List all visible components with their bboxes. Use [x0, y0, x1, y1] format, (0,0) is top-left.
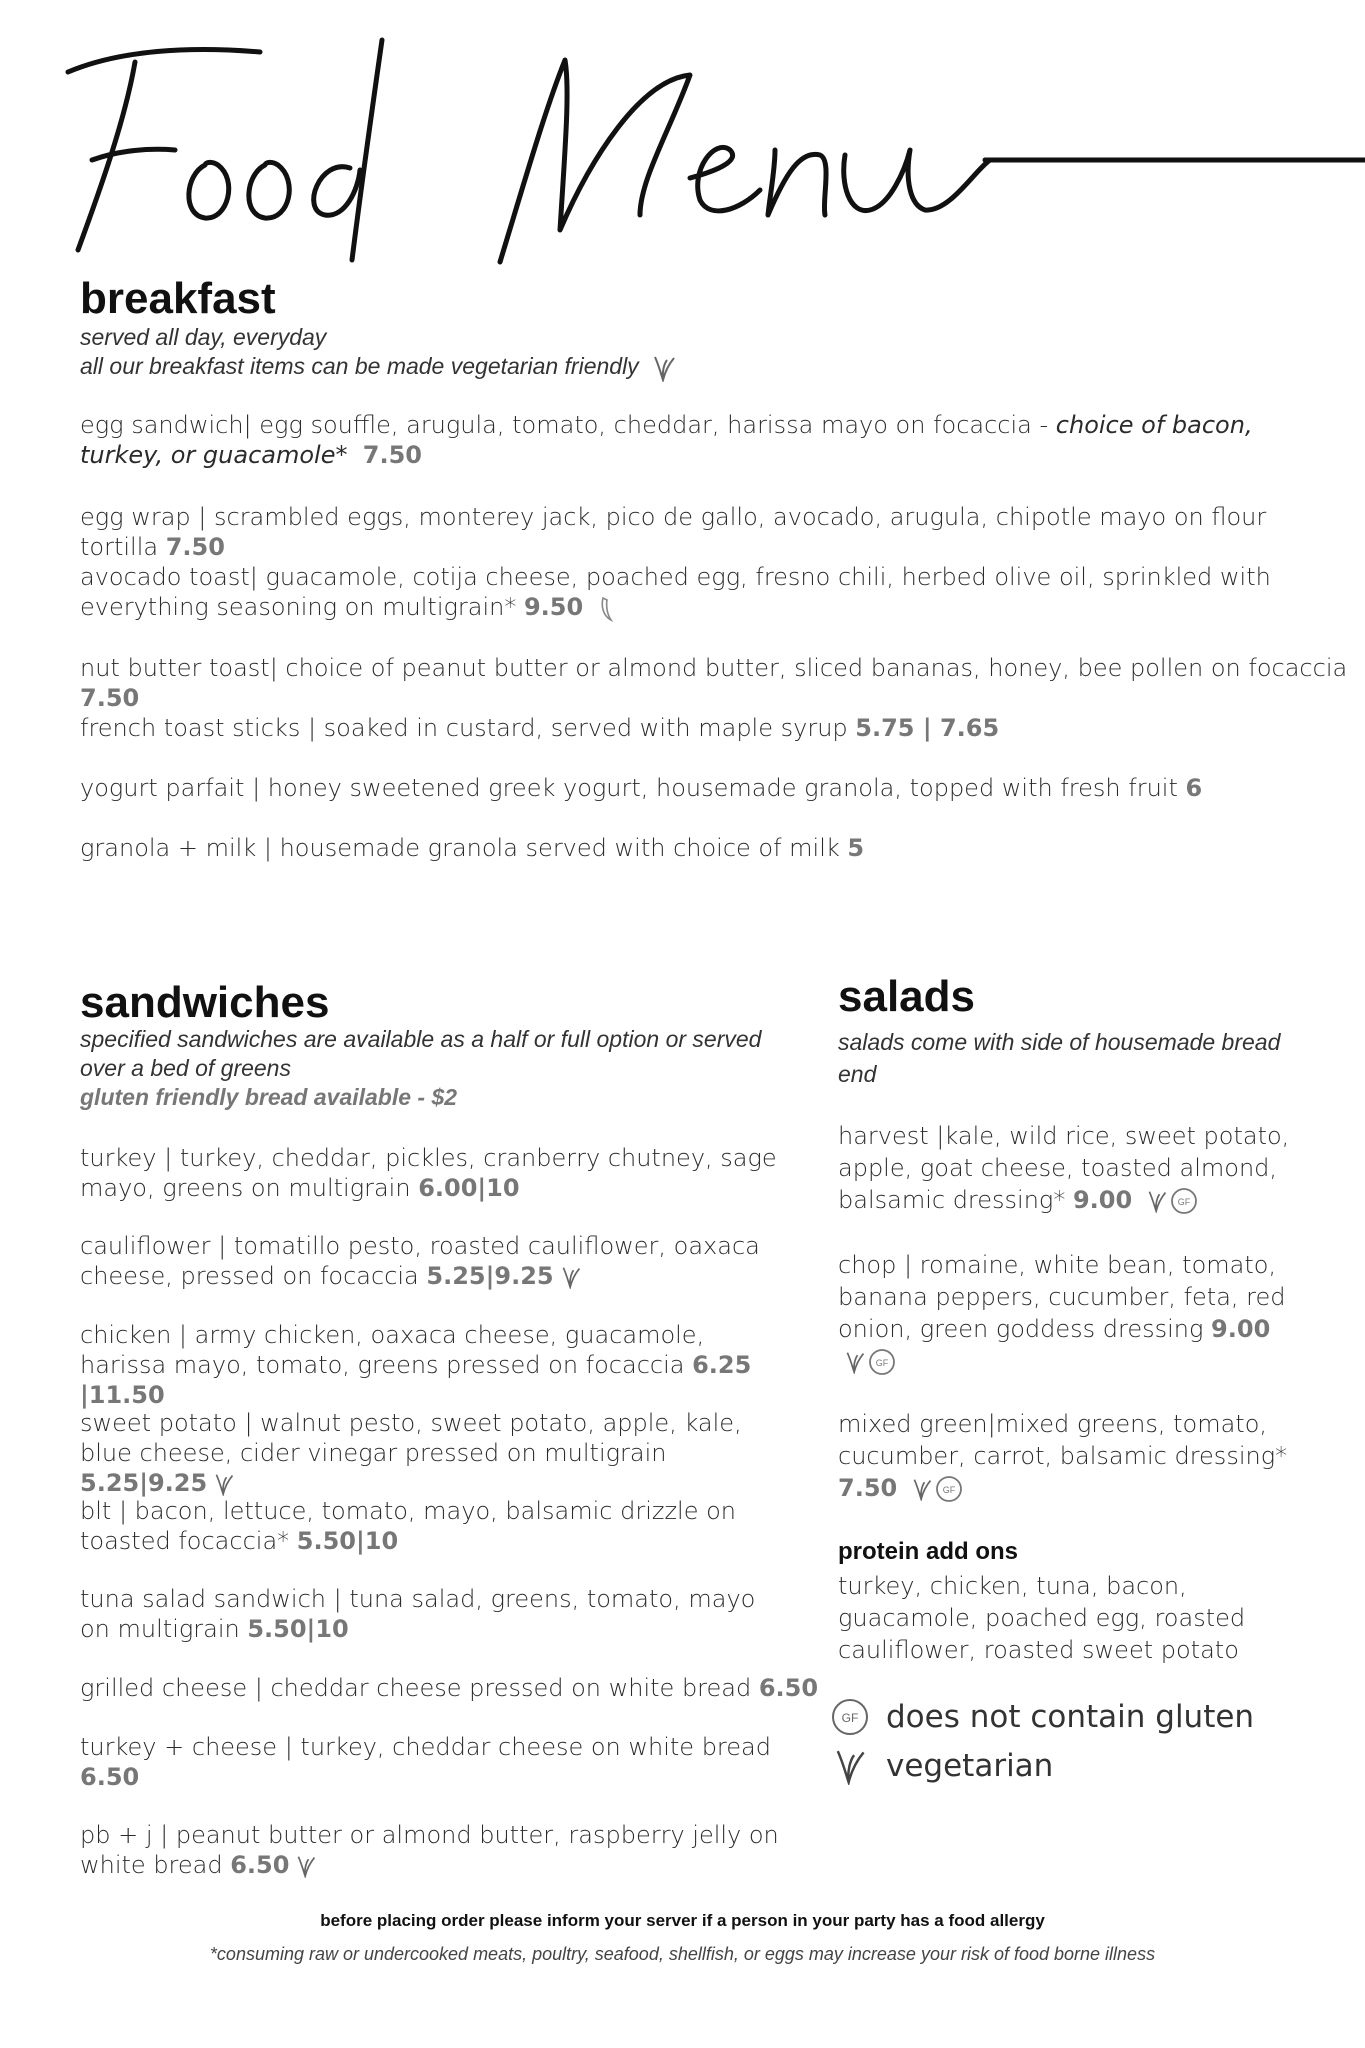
vegetarian-icon: [844, 1350, 866, 1374]
raw-food-warning: *consuming raw or undercooked meats, poultry, seafood, shellfish, or eggs may increase your risk of food borne illness: [209, 1944, 1156, 1964]
breakfast-item: egg sandwich| egg souffle, arugula, tomato, cheddar, harissa mayo on focaccia - choice of bacon, turkey, or guacamole* 7.50: [80, 411, 1253, 469]
gluten-free-icon: [830, 1697, 870, 1737]
breakfast-heading: breakfast: [80, 274, 276, 323]
gluten-free-icon: [1170, 1187, 1198, 1215]
gluten-free-icon: [935, 1475, 963, 1503]
vegetarian-icon: [832, 1747, 868, 1785]
sandwiches-heading: sandwiches: [80, 978, 330, 1027]
breakfast-item: french toast sticks | soaked in custard, served with maple syrup 5.75 | 7.65: [80, 714, 1000, 742]
gluten-free-icon: [868, 1348, 896, 1376]
vegetarian-icon: [560, 1265, 582, 1289]
breakfast-subtitle-2: all our breakfast items can be made vegetarian friendly: [80, 352, 1300, 382]
salads-subtitle: salads come with side of housemade bread end: [838, 1029, 1281, 1087]
sandwich-item: blt | bacon, lettuce, tomato, mayo, balsamic drizzle on toasted focaccia* 5.50|10: [80, 1497, 737, 1555]
svg-text:GF: GF: [841, 1711, 859, 1725]
breakfast-item: avocado toast| guacamole, cotija cheese, poached egg, fresno chili, herbed olive oil, sprinkled with everything seasoning on multigrain* 9.50: [80, 563, 1271, 621]
breakfast-item: nut butter toast| choice of peanut butter or almond butter, sliced bananas, honey, bee pollen on focaccia 7.50: [80, 654, 1348, 712]
protein-add-ons-list: turkey, chicken, tuna, bacon, guacamole, poached egg, roasted cauliflower, roasted sweet potato: [838, 1572, 1246, 1664]
vegetarian-icon: [295, 1854, 317, 1878]
vegetarian-icon: [1146, 1189, 1168, 1213]
sandwich-item: turkey | turkey, cheddar, pickles, cranberry chutney, sage mayo, greens on multigrain 6.00|10: [80, 1144, 777, 1202]
salad-item: chop | romaine, white bean, tomato, banana peppers, cucumber, feta, red onion, green goddess dressing 9.00 GF: [838, 1249, 1298, 1377]
legend-gluten-free: [830, 1697, 1254, 1737]
sandwich-item: sweet potato | walnut pesto, sweet potato, apple, kale, blue cheese, cider vinegar pressed on multigrain 5.25|9.25: [80, 1409, 742, 1497]
breakfast-item: egg wrap | scrambled eggs, monterey jack, pico de gallo, avocado, arugula, chipotle mayo on flour tortilla 7.50: [80, 503, 1267, 561]
vegetarian-icon: [651, 354, 677, 382]
sandwiches-subtitle: specified sandwiches are available as a half or full option or served over a bed of greens: [80, 1026, 762, 1081]
svg-text:GF: GF: [942, 1485, 956, 1495]
vegetarian-icon: [911, 1477, 933, 1501]
protein-add-ons-heading: protein add ons: [838, 1538, 1018, 1565]
svg-text:GF: GF: [875, 1358, 889, 1368]
legend-vegetarian-label: vegetarian: [886, 1748, 1054, 1784]
allergy-notice: before placing order please inform your server if a person in your party has a food allergy: [320, 1911, 1045, 1930]
sandwich-item: turkey + cheese | turkey, cheddar cheese on white bread 6.50: [80, 1733, 771, 1791]
sandwich-item: tuna salad sandwich | tuna salad, greens, tomato, mayo on multigrain 5.50|10: [80, 1585, 756, 1643]
gluten-friendly-note: gluten friendly bread available - $2: [80, 1084, 458, 1110]
svg-text:GF: GF: [1177, 1197, 1191, 1207]
breakfast-item: yogurt parfait | honey sweetened greek yogurt, housemade granola, topped with fresh fruit 6: [80, 774, 1203, 802]
sandwich-item: grilled cheese | cheddar cheese pressed on white bread 6.50: [80, 1674, 819, 1702]
chili-icon: [597, 594, 615, 622]
salad-item: harvest |kale, wild rice, sweet potato, apple, goat cheese, toasted almond, balsamic dressing* 9.00 GF: [838, 1122, 1290, 1214]
legend-vegetarian: [832, 1747, 1053, 1785]
legend-gluten-free-label: does not contain gluten: [886, 1699, 1255, 1735]
sandwich-item: chicken | army chicken, oaxaca cheese, guacamole, harissa mayo, tomato, greens pressed on focaccia 6.25 |11.50: [80, 1321, 752, 1409]
vegetarian-icon: [213, 1472, 235, 1496]
sandwich-item: pb + j | peanut butter or almond butter, raspberry jelly on white bread 6.50: [80, 1821, 779, 1879]
salads-heading: salads: [838, 972, 975, 1021]
salad-item: mixed green|mixed greens, tomato, cucumber, carrot, balsamic dressing* 7.50 GF: [838, 1410, 1288, 1502]
sandwich-item: cauliflower | tomatillo pesto, roasted cauliflower, oaxaca cheese, pressed on focaccia 5.25|9.25: [80, 1232, 760, 1290]
food-menu-title: [0, 0, 1365, 280]
breakfast-subtitle-1: served all day, everyday: [80, 324, 327, 350]
breakfast-item: granola + milk | housemade granola served with choice of milk 5: [80, 834, 865, 862]
